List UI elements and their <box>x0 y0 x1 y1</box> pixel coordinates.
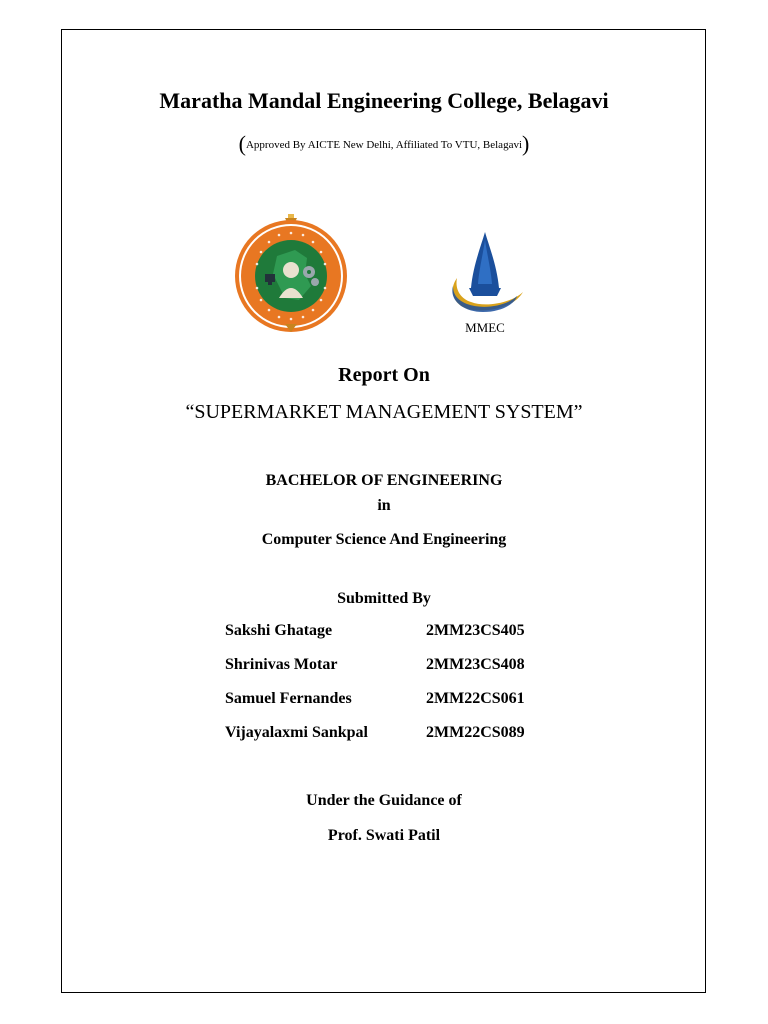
approval-line <box>0 131 768 157</box>
student-name: Sakshi Ghatage <box>225 622 333 639</box>
student-usn: 2MM22CS089 <box>426 724 525 741</box>
student-name: Samuel Fernandes <box>225 690 352 707</box>
guide-name: Prof. Swati Patil <box>327 827 441 844</box>
vtu-seal-icon <box>233 212 349 334</box>
student-name: Shrinivas Motar <box>225 656 338 673</box>
approval-text: Approved By AICTE New Delhi, Affiliated To VTU, Belagavi <box>245 139 523 151</box>
branch-name: Computer Science And Engineering <box>261 531 507 548</box>
student-name: Vijayalaxmi Sankpal <box>225 724 368 741</box>
approval-close-paren: ) <box>522 131 530 156</box>
student-usn: 2MM23CS408 <box>426 656 525 673</box>
guidance-label: Under the Guidance of <box>306 792 462 809</box>
student-usn: 2MM22CS061 <box>426 690 525 707</box>
degree-in: in <box>377 497 391 514</box>
approval-open-paren: ( <box>238 131 246 156</box>
college-name: Maratha Mandal Engineering College, Belagavi <box>159 88 609 113</box>
report-heading: Report On <box>338 364 430 386</box>
mmec-logo-text: MMEC <box>465 320 505 335</box>
submitted-by-label: Submitted By <box>337 590 431 607</box>
student-usn: 2MM23CS405 <box>426 622 525 639</box>
project-title: “SUPERMARKET MANAGEMENT SYSTEM” <box>185 401 583 423</box>
degree-name: BACHELOR OF ENGINEERING <box>265 472 503 489</box>
mmec-logo-icon <box>443 226 527 342</box>
